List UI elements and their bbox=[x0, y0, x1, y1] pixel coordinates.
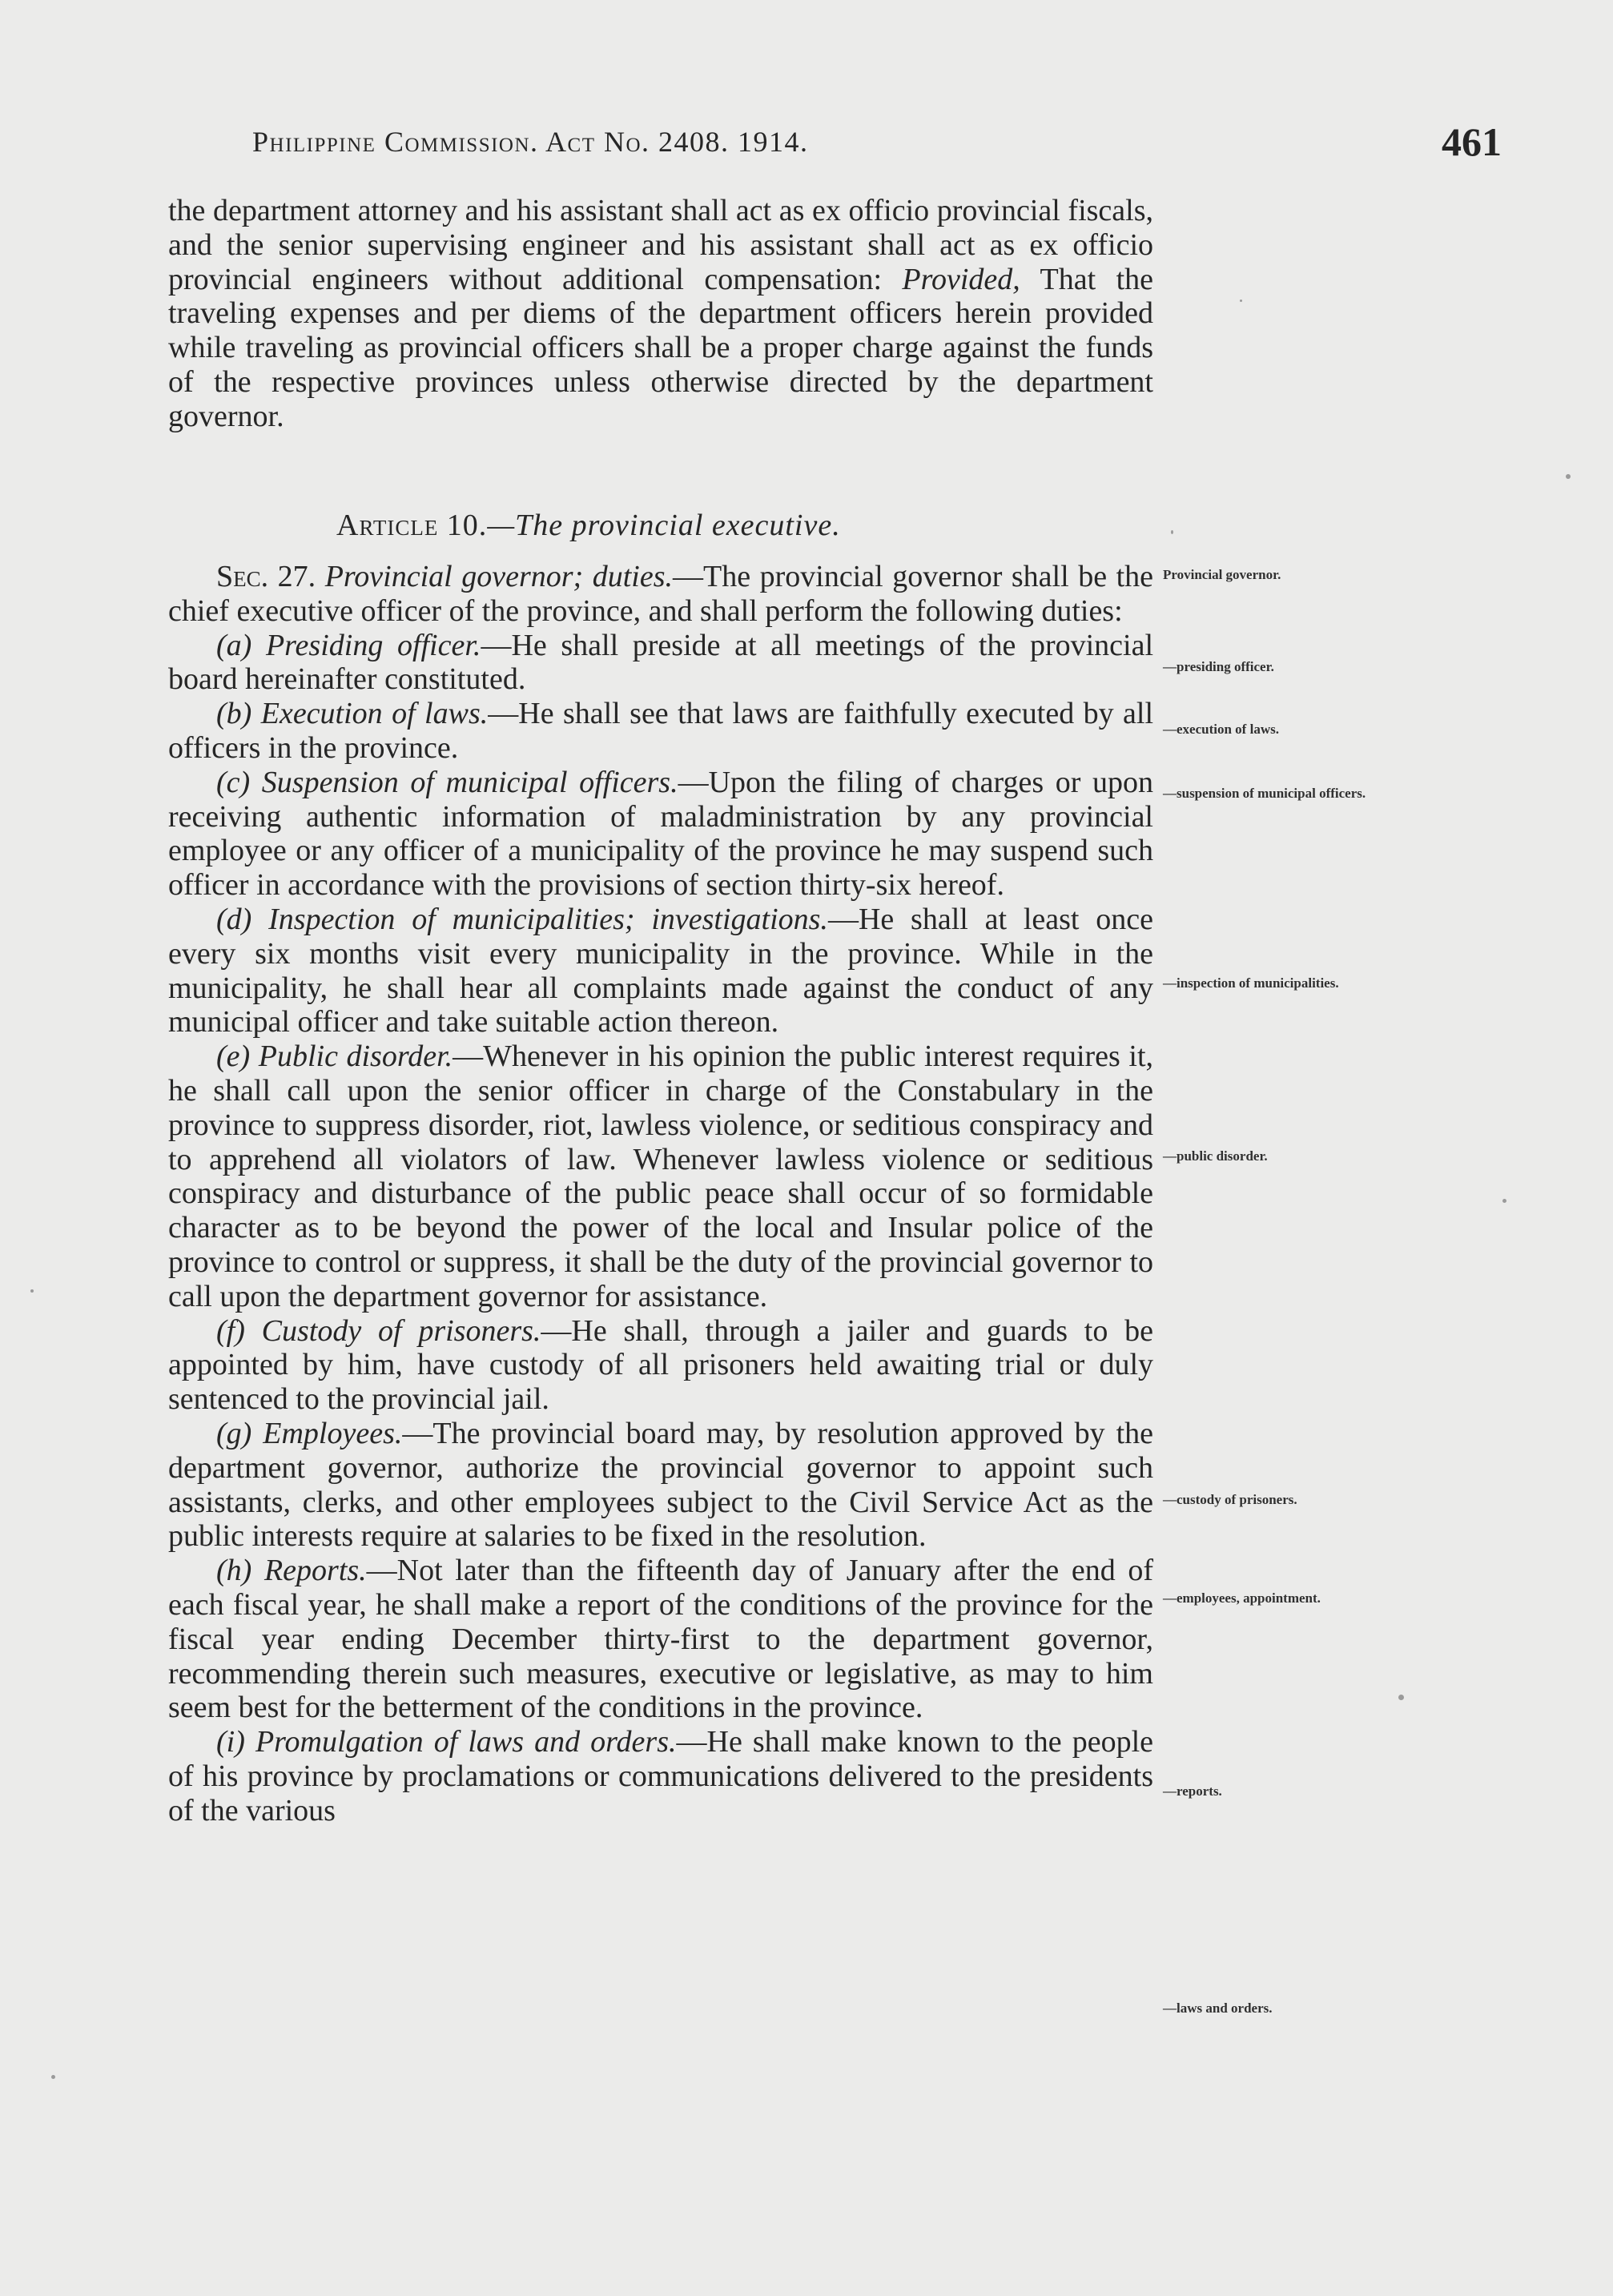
paragraph-label: (f) bbox=[216, 1313, 245, 1348]
running-head: Philippine Commission. Act No. 2408. 1914. bbox=[252, 126, 809, 158]
paragraph-text: —He shall preside at all meetings of the provincial board hereinafter constituted. bbox=[168, 628, 1154, 697]
paragraph-title: Inspection of municipalities; investigations. bbox=[268, 902, 828, 936]
paragraph-text: —Upon the filing of charges or upon receiving authentic information of maladministration by any provincial employee or any officer of a municipality of the province he may suspend such officer in accordance with the provisions of section thirty-six hereof. bbox=[168, 765, 1154, 903]
margin-note-laws-and-orders: —laws and orders. bbox=[1163, 2000, 1273, 2016]
paragraph-label: (h) bbox=[216, 1554, 252, 1588]
section-label: Sec. 27. bbox=[216, 560, 316, 593]
margin-note-presiding-officer: —presiding officer. bbox=[1163, 659, 1274, 674]
paragraph-title: Employees. bbox=[263, 1416, 403, 1450]
scan-speck bbox=[51, 2075, 55, 2079]
paragraph-label: (c) bbox=[216, 765, 251, 799]
scan-speck bbox=[1566, 474, 1571, 479]
section-title: Provincial governor; duties. bbox=[324, 560, 673, 593]
paragraph-label: (d) bbox=[216, 902, 252, 936]
paragraph-g bbox=[168, 1417, 1153, 1554]
opening-paragraph bbox=[168, 194, 1153, 434]
paragraph-title: Presiding officer. bbox=[265, 628, 481, 662]
margin-note-provincial-governor: Provincial governor. bbox=[1163, 567, 1281, 582]
opening-text: the department attorney and his assistant shall act as ex officio provincial fiscals, and the senior supervising engineer and his assistant shall act as ex officio provincial engineers without additional compensation: bbox=[168, 194, 1153, 296]
margin-note-inspection: —inspection of municipalities. bbox=[1163, 975, 1339, 991]
margin-note-public-disorder: —public disorder. bbox=[1163, 1148, 1268, 1164]
page-header bbox=[252, 119, 1502, 167]
paragraph-text: —The provincial board may, by resolution approved by the department governor, authorize the provincial governor to appoint such assistants, clerks, and other employees subject to the Civil Service Act as the public interests require at salaries to be fixed in the resolution. bbox=[168, 1416, 1154, 1554]
scan-speck bbox=[1398, 1695, 1404, 1700]
section-body bbox=[168, 560, 1153, 1828]
paragraph-d bbox=[168, 903, 1153, 1039]
paragraph-a bbox=[168, 629, 1153, 698]
paragraph-title: Execution of laws. bbox=[260, 697, 489, 731]
page-number: 461 bbox=[1442, 119, 1502, 164]
section-text: —The provincial governor shall be the chief executive officer of the province, and shall perform the following duties: bbox=[168, 560, 1154, 628]
paragraph-text: —He shall make known to the people of his province by proclamations or communications delivered to the presidents of the various bbox=[168, 1725, 1154, 1828]
scan-speck bbox=[1502, 1199, 1506, 1203]
margin-note-employees: —employees, appointment. bbox=[1163, 1590, 1321, 1606]
article-heading bbox=[336, 508, 841, 543]
paragraph-label: (e) bbox=[216, 1039, 251, 1074]
paragraph-f bbox=[168, 1314, 1153, 1417]
paragraph-i bbox=[168, 1725, 1153, 1828]
proviso-term: Provided, bbox=[902, 262, 1020, 296]
paragraph-title: Promulgation of laws and orders. bbox=[255, 1725, 677, 1759]
paragraph-b bbox=[168, 697, 1153, 766]
opening-text-after: That the traveling expenses and per diems of the department officers herein provided while traveling as provincial officers shall be a proper charge against the funds of the respective provinces unless otherwise directed by the department governor. bbox=[168, 262, 1154, 433]
paragraph-text: —He shall see that laws are faithfully executed by all officers in the province. bbox=[168, 697, 1154, 765]
paragraph-h bbox=[168, 1554, 1153, 1725]
margin-note-execution-of-laws: —execution of laws. bbox=[1163, 722, 1279, 737]
paragraph-text: —Not later than the fifteenth day of January after the end of each fiscal year, he shall make a report of the conditions of the province for the fiscal year ending December thirty-first to the department governor, recommending therein such measures, executive or legislative, as may to him seem best for the betterment of the conditions in the province. bbox=[168, 1554, 1153, 1725]
paragraph-text: —He shall at least once every six months visit every municipality in the province. While in the municipality, he shall hear all complaints made against the conduct of any municipal officer and take suitable action thereon. bbox=[168, 902, 1154, 1039]
paragraph-e bbox=[168, 1039, 1153, 1313]
paragraph-label: (b) bbox=[216, 697, 252, 731]
margin-note-reports: —reports. bbox=[1163, 1783, 1222, 1799]
scan-speck bbox=[30, 1289, 34, 1293]
scan-speck bbox=[1240, 300, 1242, 302]
paragraph-text: —Whenever in his opinion the public interest requires it, he shall call upon the senior officer in charge of the Constabulary in the province to suppress disorder, riot, lawless violence, or seditious conspiracy and to apprehend all violators of law. Whenever lawless violence or seditious conspiracy and disturbance of the public peace shall occur of so formidable character as to be beyond the power of the local and Insular police of the province to control or suppress, it shall be the duty of the provincial governor to call upon the department governor for assistance. bbox=[168, 1039, 1154, 1313]
paragraph-title: Custody of prisoners. bbox=[261, 1313, 541, 1348]
article-label: Article 10. bbox=[336, 509, 488, 542]
paragraph-label: (a) bbox=[216, 628, 252, 662]
paragraph-title: Reports. bbox=[263, 1554, 367, 1588]
section-27 bbox=[168, 560, 1153, 629]
article-title: —The provincial executive. bbox=[487, 509, 841, 542]
paragraph-c bbox=[168, 766, 1153, 903]
paragraph-title: Public disorder. bbox=[258, 1039, 453, 1074]
paragraph-text: —He shall, through a jailer and guards to be appointed by him, have custody of all prisoners held awaiting trial or duly sentenced to the provincial jail. bbox=[168, 1313, 1153, 1417]
margin-note-custody: —custody of prisoners. bbox=[1163, 1492, 1297, 1507]
scan-speck bbox=[1171, 530, 1173, 534]
paragraph-label: (i) bbox=[216, 1725, 245, 1759]
paragraph-title: Suspension of municipal officers. bbox=[261, 765, 678, 799]
margin-note-suspension: —suspension of municipal officers. bbox=[1163, 786, 1366, 801]
paragraph-label: (g) bbox=[216, 1416, 252, 1450]
